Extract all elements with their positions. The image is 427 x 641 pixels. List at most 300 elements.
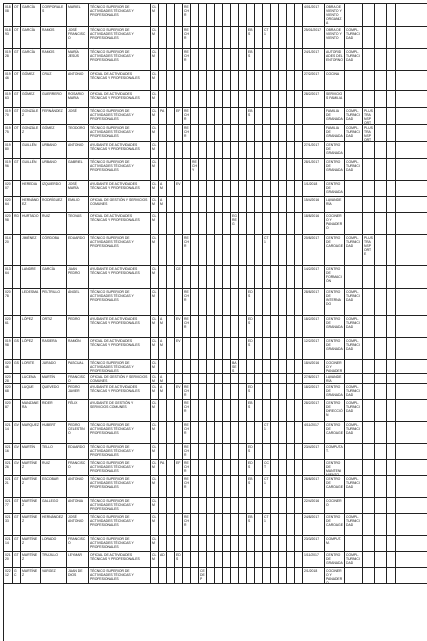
table-cell: 01928 (4, 49, 13, 70)
table-cell (287, 444, 295, 459)
table-cell (223, 142, 231, 158)
table-cell (231, 266, 239, 288)
table-cell: TÉCNICO SUPERIOR DE ACTIVIDADES TÉCNICAS Y PROFESIONALES (89, 27, 151, 48)
table-cell (255, 289, 263, 315)
table-cell (159, 568, 167, 583)
table-cell (345, 213, 363, 234)
table-cell (191, 213, 199, 234)
table-cell (239, 374, 247, 383)
table-cell (223, 476, 231, 497)
table-cell: TÉCNICO SUPERIOR DE ACTIVIDADES TÉCNICAS Y PROFESIONALES (89, 568, 151, 583)
table-cell (167, 552, 175, 567)
table-cell (387, 142, 396, 158)
table-cell: 28/2/2017 (303, 400, 325, 421)
table-cell: COMPL. TURNICIDAD (345, 384, 363, 399)
table-cell: ANTONIO (67, 142, 89, 158)
table-cell: COMPL. TURNICIDAD (345, 338, 363, 359)
table-cell (151, 568, 159, 583)
table-cell: 22/4/2016 (303, 498, 325, 513)
table-cell (239, 108, 247, 124)
table-cell: 18/4/2016 (303, 360, 325, 373)
table-cell (295, 384, 303, 399)
table-cell: MARTÍN (41, 374, 67, 383)
table-cell (239, 91, 247, 107)
table-cell: PEDRO CELESTINO (67, 422, 89, 443)
table-cell (263, 498, 271, 513)
table-cell (247, 125, 255, 141)
table-cell (287, 360, 295, 373)
table-cell (223, 374, 231, 383)
table-cell: TÉCNICO SUPERIOR DE ACTIVIDADES TÉCNICAS Y PROFESIONALES (89, 514, 151, 535)
table-cell (207, 197, 215, 212)
table-cell: 15/4/2016 (303, 197, 325, 212)
table-cell: FRANCISCO (67, 460, 89, 475)
table-cell (363, 374, 375, 383)
table-cell: 18/2/2017 (303, 316, 325, 337)
table-cell: PLUS TRANSPORTE (363, 235, 375, 265)
table-cell (199, 159, 207, 180)
table-cell: RECHR (183, 316, 191, 337)
table-cell (175, 159, 183, 180)
table-cell (375, 568, 387, 583)
table-row (4, 71, 427, 91)
table-cell (223, 498, 231, 513)
table-cell (191, 422, 199, 443)
table-cell: CENTRO DE DIRECCIÓN (325, 400, 345, 421)
table-cell: CLM (151, 213, 159, 234)
table-cell (375, 235, 387, 265)
table-cell (167, 125, 175, 141)
table-cell: 02114 (4, 536, 13, 551)
table-cell: EMILIO (67, 197, 89, 212)
table-cell: GS (13, 338, 21, 359)
table-cell (207, 213, 215, 234)
table-cell (363, 266, 375, 288)
table-cell (13, 316, 21, 337)
table-cell (279, 568, 287, 583)
table-cell: COMPL. TURNICIDAD (345, 235, 363, 265)
table-cell: IZQUIERDO (41, 181, 67, 196)
table-cell (159, 266, 167, 288)
table-cell (207, 71, 215, 90)
table-cell (223, 4, 231, 26)
table-cell (279, 552, 287, 567)
table-cell: PLUS TRANSPORT (363, 125, 375, 141)
table-cell: CLM (151, 91, 159, 107)
table-cell (223, 536, 231, 551)
table-cell (175, 360, 183, 373)
table-cell (387, 235, 396, 265)
table-cell: MARTÍN (21, 444, 41, 459)
table-row (4, 360, 427, 374)
table-cell (295, 444, 303, 459)
table-cell (159, 498, 167, 513)
table-cell: EV (175, 181, 183, 196)
table-cell (255, 568, 263, 583)
table-cell (271, 374, 279, 383)
table-cell (13, 142, 21, 158)
table-cell (159, 142, 167, 158)
table-cell: RECHR (183, 289, 191, 315)
table-cell (279, 235, 287, 265)
table-cell (191, 360, 199, 373)
table-cell (255, 266, 263, 288)
table-cell: OFICIAL DE ACTIVIDADES TÉCNICAS Y PROFESIONALES (89, 91, 151, 107)
table-cell (231, 316, 239, 337)
table-cell (231, 91, 239, 107)
table-cell (167, 536, 175, 551)
table-cell (263, 108, 271, 124)
table-cell (223, 444, 231, 459)
table-cell (231, 49, 239, 70)
table-cell: GS (13, 360, 21, 373)
table-cell: EDS (247, 316, 255, 337)
table-cell: OT (13, 27, 21, 48)
table-cell: OT (13, 4, 21, 26)
table-cell (231, 338, 239, 359)
table-cell (167, 49, 175, 70)
table-cell (207, 27, 215, 48)
table-cell (295, 213, 303, 234)
table-cell (167, 384, 175, 399)
table-cell (183, 266, 191, 288)
table-cell: COCINERO Y PANADERO (325, 568, 345, 583)
table-cell: MARTÍNEZ (21, 460, 41, 475)
table-cell (231, 159, 239, 180)
table-cell (199, 552, 207, 567)
table-cell: AYUDANTE DE ACTIVIDADES TÉCNICAS Y PROFESIONALES (89, 181, 151, 196)
table-cell (375, 213, 387, 234)
table-cell (231, 27, 239, 48)
table-row (4, 4, 427, 27)
table-cell (207, 316, 215, 337)
table-cell: FÉLIX (67, 400, 89, 421)
table-cell (345, 460, 363, 475)
table-cell (207, 374, 215, 383)
table-cell: RUIZ (41, 213, 67, 234)
table-row (4, 422, 427, 444)
table-cell (223, 71, 231, 90)
table-row (4, 49, 427, 71)
table-cell (345, 71, 363, 90)
table-cell (167, 460, 175, 475)
table-cell (363, 552, 375, 567)
table-cell (223, 460, 231, 475)
table-cell (191, 181, 199, 196)
table-cell (231, 289, 239, 315)
table-cell: JOSÉ (67, 108, 89, 124)
table-cell (363, 289, 375, 315)
table-cell (295, 27, 303, 48)
table-cell (363, 71, 375, 90)
table-cell (271, 235, 279, 265)
table-cell (387, 108, 396, 124)
table-cell (13, 235, 21, 265)
table-cell (295, 289, 303, 315)
table-cell (375, 27, 387, 48)
table-cell (255, 316, 263, 337)
table-cell (215, 476, 223, 497)
table-cell (263, 91, 271, 107)
table-cell: URBANO (41, 142, 67, 158)
table-cell (215, 181, 223, 196)
table-cell: 02028 (4, 374, 13, 383)
table-cell (231, 552, 239, 567)
table-row (4, 568, 427, 584)
table-cell: RODRÍGUEZ (41, 197, 67, 212)
table-cell: COMPL. TURNICIDAD (345, 552, 363, 567)
table-cell: 02121 (4, 476, 13, 497)
table-cell (167, 316, 175, 337)
table-cell (191, 338, 199, 359)
table-cell: AM (159, 374, 167, 383)
table-cell (287, 552, 295, 567)
table-cell (279, 213, 287, 234)
table-cell: URBANO (41, 159, 67, 180)
table-cell: TÉCNICO SUPERIOR DE ACTIVIDADES TÉCNICAS Y PROFESIONALES (89, 498, 151, 513)
table-cell (215, 514, 223, 535)
table-cell: CORPORALES (41, 4, 67, 26)
table-cell (247, 197, 255, 212)
table-cell: JOSÉ MARÍA (67, 181, 89, 196)
table-cell: CLM (151, 27, 159, 48)
table-cell (255, 91, 263, 107)
table-cell (167, 181, 175, 196)
table-cell: TÉCNICO SUPERIOR DE ACTIVIDADES TÉCNICAS Y PROFESIONALES (89, 125, 151, 141)
table-cell: CENTRO DE INTERNADO (325, 289, 345, 315)
table-cell (199, 360, 207, 373)
table-cell (207, 498, 215, 513)
table-cell (255, 71, 263, 90)
table-cell: AUTORIDADES DEL ENTORNO (325, 49, 345, 70)
table-cell (159, 235, 167, 265)
table-cell (279, 444, 287, 459)
table-cell: 1/11/2017 (303, 552, 325, 567)
table-cell (207, 422, 215, 443)
table-cell: ANTONIO (67, 71, 89, 90)
table-cell: MARTÍNEZ (21, 498, 41, 513)
table-cell (287, 108, 295, 124)
table-cell (263, 197, 271, 212)
table-cell: EDS (247, 338, 255, 359)
table-cell (13, 197, 21, 212)
table-cell (375, 181, 387, 196)
table-cell (231, 384, 239, 399)
table-cell (271, 181, 279, 196)
table-cell: COMPL. TURNICIDAD (345, 27, 363, 48)
table-cell (375, 498, 387, 513)
table-cell (255, 374, 263, 383)
table-cell (215, 197, 223, 212)
table-cell (191, 27, 199, 48)
table-cell: ESCOBAR (41, 476, 67, 497)
table-cell (263, 444, 271, 459)
table-cell (375, 142, 387, 158)
table-cell: CLM (151, 536, 159, 551)
table-cell (247, 552, 255, 567)
table-cell (199, 384, 207, 399)
table-cell (231, 460, 239, 475)
table-cell (175, 91, 183, 107)
table-cell (207, 235, 215, 265)
table-cell (167, 476, 175, 497)
table-cell: LUQUE (21, 384, 41, 399)
table-cell (215, 289, 223, 315)
table-cell: OFICIAL DE GESTIÓN Y SERVICIOS COMUNES (89, 374, 151, 383)
table-cell (375, 266, 387, 288)
table-cell: 02120 (4, 552, 13, 567)
table-cell (223, 159, 231, 180)
table-cell (363, 316, 375, 337)
table-cell: RAMOS (41, 27, 67, 48)
table-cell: CE (175, 266, 183, 288)
table-cell (287, 125, 295, 141)
table-cell: CRUZ (41, 71, 67, 90)
table-cell (295, 71, 303, 90)
table-cell (295, 159, 303, 180)
table-cell (191, 400, 199, 421)
table-cell: RECHR (183, 384, 191, 399)
table-cell: 1/1/2018 (303, 181, 325, 196)
table-cell: OFICIAL DE GESTIÓN Y SERVICIOS COMUNES (89, 197, 151, 212)
table-cell: JURADO (41, 360, 67, 373)
table-cell (255, 460, 263, 475)
table-cell (255, 514, 263, 535)
table-cell (287, 568, 295, 583)
table-cell (207, 384, 215, 399)
table-cell: RIDER (41, 400, 67, 421)
table-cell (279, 91, 287, 107)
table-cell (255, 197, 263, 212)
table-cell (263, 266, 271, 288)
table-cell (387, 289, 396, 315)
table-cell (239, 27, 247, 48)
table-cell (159, 360, 167, 373)
table-cell (167, 568, 175, 583)
table-cell: 02114 (4, 422, 13, 443)
table-cell: CLM (151, 360, 159, 373)
table-cell: GONZÁLEZ (21, 125, 41, 141)
table-cell: GÓMEZ (41, 125, 67, 141)
table-cell (159, 444, 167, 459)
table-cell (191, 460, 199, 475)
table-cell (295, 374, 303, 383)
table-cell: ORTIZ (41, 316, 67, 337)
table-cell: MANZANERA (21, 400, 41, 421)
table-cell (239, 142, 247, 158)
table-cell (295, 476, 303, 497)
table-cell (207, 552, 215, 567)
table-cell: CEDEP (199, 568, 207, 583)
table-row (4, 338, 427, 360)
table-cell (231, 142, 239, 158)
table-cell (271, 498, 279, 513)
table-cell (231, 514, 239, 535)
table-cell: GT (13, 108, 21, 124)
table-cell: CLM (151, 289, 159, 315)
table-cell: GARCÍA (21, 4, 41, 26)
table-cell (215, 536, 223, 551)
table-cell (375, 71, 387, 90)
table-cell: GONZÁLEZ (21, 108, 41, 124)
table-cell (287, 422, 295, 443)
table-cell: GT (13, 91, 21, 107)
table-cell (295, 108, 303, 124)
table-cell (183, 552, 191, 567)
table-cell (199, 400, 207, 421)
table-cell (271, 4, 279, 26)
table-cell (159, 514, 167, 535)
table-cell (279, 71, 287, 90)
table-cell (231, 536, 239, 551)
table-cell: CLM (151, 235, 159, 265)
table-cell (303, 460, 325, 475)
table-cell (207, 289, 215, 315)
table-cell (231, 108, 239, 124)
table-cell: ÁNGEL (67, 289, 89, 315)
table-cell (363, 422, 375, 443)
table-cell (271, 27, 279, 48)
table-cell (279, 316, 287, 337)
table-cell (159, 49, 167, 70)
table-cell: GT (13, 159, 21, 180)
table-cell: GUILLÉN (21, 159, 41, 180)
table-cell: 01975 (4, 125, 13, 141)
table-cell (167, 422, 175, 443)
table-cell (345, 4, 363, 26)
table-cell (215, 316, 223, 337)
table-cell (375, 536, 387, 551)
table-cell (231, 374, 239, 383)
table-cell (263, 360, 271, 373)
table-cell: EBS (247, 476, 255, 497)
table-cell: RECHR (183, 4, 191, 26)
table-cell (375, 197, 387, 212)
table-cell (191, 108, 199, 124)
table-cell: 2/1/2018 (303, 568, 325, 583)
table-cell (207, 536, 215, 551)
table-cell (263, 159, 271, 180)
table-cell (387, 360, 396, 373)
table-cell: AM (159, 316, 167, 337)
table-cell (247, 4, 255, 26)
table-row (4, 142, 427, 159)
table-cell (167, 374, 175, 383)
table-row (4, 514, 427, 536)
table-cell (263, 552, 271, 567)
table-cell (363, 91, 375, 107)
table-cell (295, 235, 303, 265)
table-cell (363, 338, 375, 359)
table-cell: 24/8/2017 (303, 514, 325, 535)
table-cell (175, 213, 183, 234)
table-cell (295, 422, 303, 443)
table-cell: COMPL. TURNICIDAD (345, 400, 363, 421)
table-cell: CENTRO DE GRANADA (325, 142, 345, 158)
table-cell: JOSÉ ANTONIO (67, 514, 89, 535)
table-cell (223, 197, 231, 212)
table-cell (295, 460, 303, 475)
table-cell (159, 476, 167, 497)
table-cell: RECHR (183, 235, 191, 265)
table-cell: 02133 (4, 514, 13, 535)
table-cell (271, 444, 279, 459)
table-cell: 02078 (4, 289, 13, 315)
table-cell (271, 91, 279, 107)
table-cell (247, 235, 255, 265)
table-cell (287, 374, 295, 383)
table-cell: MARQUEZ (21, 422, 41, 443)
